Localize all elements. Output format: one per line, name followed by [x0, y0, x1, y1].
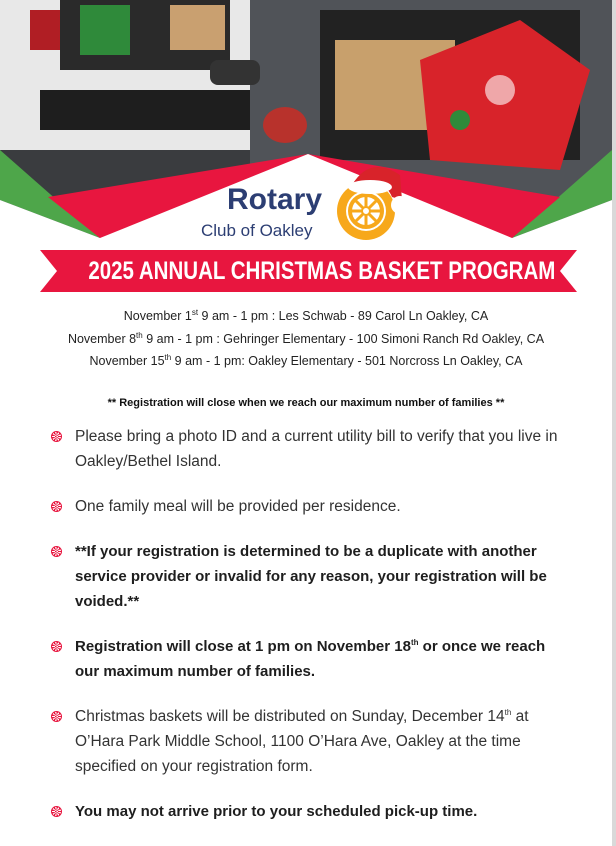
list-item [75, 634, 555, 684]
date-suffix: th [504, 707, 512, 717]
logo-title: Rotary [227, 183, 323, 216]
schedule-line [0, 328, 612, 351]
list-item [75, 424, 565, 474]
schedule-date: November 15 [89, 354, 165, 368]
item-text: at O’Hara Park Middle School, 1100 O’Hara Ave, Oakley at the time specified on your registration form. [75, 708, 529, 775]
peppermint-bullet-icon [51, 806, 62, 817]
list-item [75, 539, 555, 614]
schedule [0, 305, 612, 373]
program-title: 2025 ANNUAL CHRISTMAS BASKET PROGRAM [88, 257, 556, 285]
item-text: One family meal will be provided per residence. [75, 498, 401, 515]
schedule-details: 9 am - 1 pm : Les Schwab - 89 Carol Ln Oakley, CA [198, 309, 489, 323]
peppermint-bullet-icon [51, 501, 62, 512]
list-item [75, 704, 575, 779]
peppermint-bullet-icon [51, 711, 62, 722]
item-text: Please bring a photo ID and a current utility bill to verify that you live in Oakley/Bethel Island. [75, 428, 558, 470]
schedule-line [0, 350, 612, 373]
schedule-details: 9 am - 1 pm : Gehringer Elementary - 100 Simoni Ranch Rd Oakley, CA [142, 331, 545, 346]
rotary-wheel-icon [330, 155, 415, 245]
item-text: Registration will close at 1 pm on November 18 [75, 638, 411, 655]
date-suffix: th [136, 330, 143, 340]
item-text: or once we reach our maximum number of families. [75, 638, 546, 680]
date-suffix: th [164, 352, 172, 362]
schedule-line [0, 305, 612, 328]
logo-subtitle: Club of Oakley [201, 221, 313, 240]
peppermint-bullet-icon [51, 546, 62, 557]
schedule-details: 9 am - 1 pm: Oakley Elementary - 501 Norcross Ln Oakley, CA [171, 354, 523, 368]
list-item [75, 494, 565, 519]
schedule-date: November 1 [123, 309, 192, 323]
peppermint-bullet-icon [51, 641, 62, 652]
scrollbar[interactable] [612, 0, 616, 846]
date-suffix: th [410, 638, 419, 647]
item-text: Christmas baskets will be distributed on Sunday, December 14 [75, 708, 505, 725]
item-text: **If your registration is determined to be a duplicate with another service provider or invalid for any reason, your registration will be voided.** [75, 543, 547, 610]
list-item [75, 799, 595, 824]
peppermint-bullet-icon [51, 431, 62, 442]
info-list [75, 424, 575, 844]
item-text: You may not arrive prior to your scheduled pick-up time. [75, 803, 478, 820]
schedule-date: November 8 [67, 331, 137, 346]
date-suffix: st [191, 307, 199, 317]
registration-notice: ** Registration will close when we reach our maximum number of families ** [107, 397, 505, 409]
